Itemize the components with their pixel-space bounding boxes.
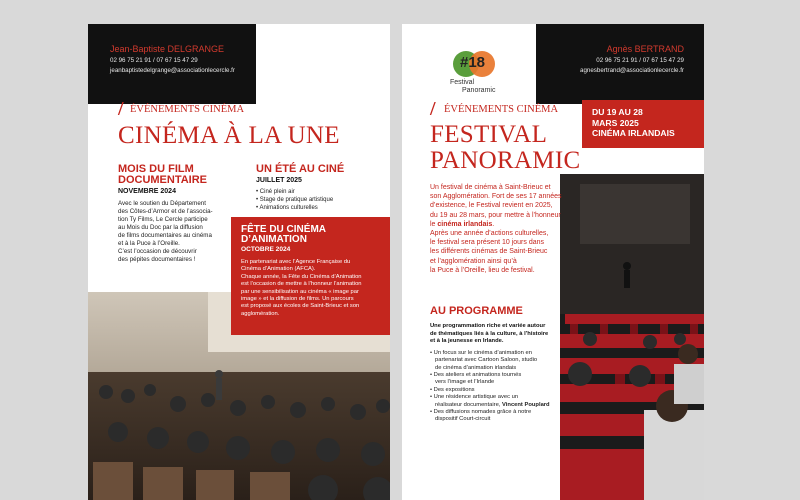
text-fragment: Une résidence artistique avec un <box>433 394 519 401</box>
programme-block <box>430 306 570 424</box>
cinema-seats-photo <box>560 174 704 500</box>
list-item: • Stage de pratique artistique <box>256 196 376 204</box>
mois-title-line1: MOIS DU FILM <box>118 163 194 175</box>
mois-text <box>118 200 248 264</box>
text-line: les différents cinémas de Saint-Brieuc <box>430 248 548 256</box>
text-line: et à la Puce à l’Oreille. <box>118 240 180 247</box>
mois-title-line2: DOCUMENTAIRE <box>118 174 208 186</box>
text-line: son Agglomération. Fort de ses 17 années <box>430 193 562 201</box>
programme-title: AU PROGRAMME <box>430 305 523 317</box>
programme-lead <box>430 323 570 346</box>
contact-email: agnesbertrand@associationlecercle.fr <box>580 67 684 74</box>
ete-title: UN ÉTÉ AU CINÉ <box>256 163 345 175</box>
director-name: Vincent Pouplard <box>502 401 550 408</box>
text-line: du 19 au 28 mars, pour mettre à l’honneur <box>430 211 561 219</box>
contact-phone: 02 96 75 21 91 / 07 67 15 47 29 <box>110 57 198 64</box>
text-line: • Des ateliers et animations tournés <box>430 372 522 378</box>
left-page <box>88 24 390 500</box>
fete-title-line2: D’ANIMATION <box>241 234 307 245</box>
list-item: • Animations culturelles <box>256 204 376 212</box>
contact-name: Agnès BERTRAND <box>606 44 684 54</box>
programme-list <box>430 350 570 424</box>
text-line: image » et la diffusion de films. Un parcours <box>241 296 354 303</box>
ete-au-cine-block <box>256 164 376 212</box>
text-fragment: Des ateliers et animations tournés <box>433 372 522 378</box>
list-item <box>430 394 570 409</box>
text-fragment: réalisateur documentaire, <box>435 401 503 408</box>
fete-text <box>241 259 386 318</box>
text-line: dispositif Court-circuit <box>435 416 491 423</box>
list-item <box>430 387 570 394</box>
list-item <box>430 350 570 372</box>
slash-decoration: / <box>430 98 436 120</box>
text-line: • Des expositions <box>430 386 475 393</box>
text-line: • Un focus sur le cinéma d’animation en <box>430 349 532 356</box>
logo-line1: Festival <box>450 79 475 86</box>
contact-card-right <box>536 24 704 104</box>
text-line: Cinéma d’Animation (AFCA). <box>241 266 316 273</box>
text-line: Un festival de cinéma à Saint-Brieuc et <box>430 184 551 191</box>
text-line: En partenariat avec l’Agence Française du <box>241 259 351 265</box>
ete-list <box>256 188 376 212</box>
list-item <box>430 372 570 387</box>
ete-date: JUILLET 2025 <box>256 177 302 184</box>
highlight-irish-cinema: cinéma irlandais <box>437 220 493 228</box>
festival-panoramic-logo <box>448 46 508 98</box>
right-page <box>402 24 704 500</box>
mois-date: NOVEMBRE 2024 <box>118 188 176 195</box>
page-title: CINÉMA À LA UNE <box>118 122 340 149</box>
slash-decoration: / <box>118 98 124 120</box>
text-line: Chaque année, la Fête du Cinéma d’Animation <box>241 273 362 280</box>
fete-cinema-animation-box <box>231 217 390 335</box>
dates-line1: DU 19 AU 28 <box>592 107 643 117</box>
text-line: partenariat avec Cartoon Saloon, studio <box>435 357 538 364</box>
text-line: C’est l’occasion de découvrir <box>118 248 197 255</box>
text-fragment: Un focus sur le cinéma d’animation en <box>433 349 532 356</box>
text-line: est proposé aux écoles de Saint-Brieuc et son <box>241 303 360 310</box>
dates-line3: CINÉMA IRLANDAIS <box>592 128 675 138</box>
logo-line2: Panoramic <box>462 87 496 94</box>
text-line: de thématiques liés à la culture, à l’histoire <box>430 330 549 337</box>
text-line: vers l’image et l’Irlande <box>435 379 495 386</box>
text-line: et à la jeunesse en Irlande. <box>430 338 504 345</box>
fete-date: OCTOBRE 2024 <box>241 246 291 253</box>
title-line1: FESTIVAL <box>430 121 548 148</box>
text-fragment: . <box>492 220 495 228</box>
text-line: de cinéma d’animation irlandais <box>435 364 517 371</box>
text-line: • Des diffusions nomades grâce à notre <box>430 409 532 416</box>
text-fragment: le <box>430 220 438 228</box>
title-line2: PANORAMIC <box>430 147 581 174</box>
text-line <box>430 220 580 229</box>
text-line: Une programmation riche et variée autour <box>430 323 546 329</box>
text-line: • Une résidence artistique avec un <box>430 394 519 401</box>
fete-title-line1: FÊTE DU CINÉMA <box>241 224 326 235</box>
text-line: par une sensibilisation au cinéma « image par <box>241 288 359 295</box>
section-kicker: ÉVÉNEMENTS CINÉMA <box>130 104 245 115</box>
text-fragment: Des diffusions nomades grâce à notre <box>433 409 532 416</box>
text-line: de films documentaires au cinéma <box>118 232 212 239</box>
contact-name: Jean-Baptiste DELGRANGE <box>110 44 225 54</box>
text-line: Avec le soutien du Département <box>118 200 206 207</box>
text-line: d’existence, le Festival revient en 2025, <box>430 202 553 210</box>
list-item: • Ciné plein air <box>256 188 376 196</box>
text-line: Après une année d’actions culturelles, <box>430 230 549 238</box>
text-line: agglomération. <box>241 310 280 317</box>
text-line: la Puce à l’Oreille, lieu de festival. <box>430 266 535 274</box>
text-line: des Côtes-d’Armor et de l’associa- <box>118 208 213 215</box>
dates-line2: MARS 2025 <box>592 117 639 128</box>
festival-dates-box <box>582 100 704 148</box>
text-line: des pépites documentaires ! <box>118 256 196 263</box>
festival-intro <box>430 183 580 275</box>
contact-phone: 02 96 75 21 91 / 07 67 15 47 29 <box>596 57 684 64</box>
section-kicker: ÉVÉNEMENTS CINÉMA <box>444 104 559 115</box>
contact-email: jeanbaptistedelgrange@associationlecercle.fr <box>110 67 235 74</box>
text-line: tion Ty Films, Le Cercle participe <box>118 216 208 223</box>
text-line: le festival sera présent 10 jours dans <box>430 239 545 247</box>
text-fragment: Des expositions <box>433 386 475 393</box>
text-line: et l’agglomération ainsi qu’à <box>430 257 517 265</box>
list-item <box>430 409 570 424</box>
text-line <box>430 402 570 409</box>
mois-du-film-block <box>118 164 248 264</box>
contact-card-left <box>88 24 256 104</box>
logo-number: #18 <box>460 54 486 71</box>
text-line: au Mois du Doc par la diffusion <box>118 224 203 231</box>
text-line: est l’occasion de mettre à l’honneur l’animation <box>241 281 362 288</box>
